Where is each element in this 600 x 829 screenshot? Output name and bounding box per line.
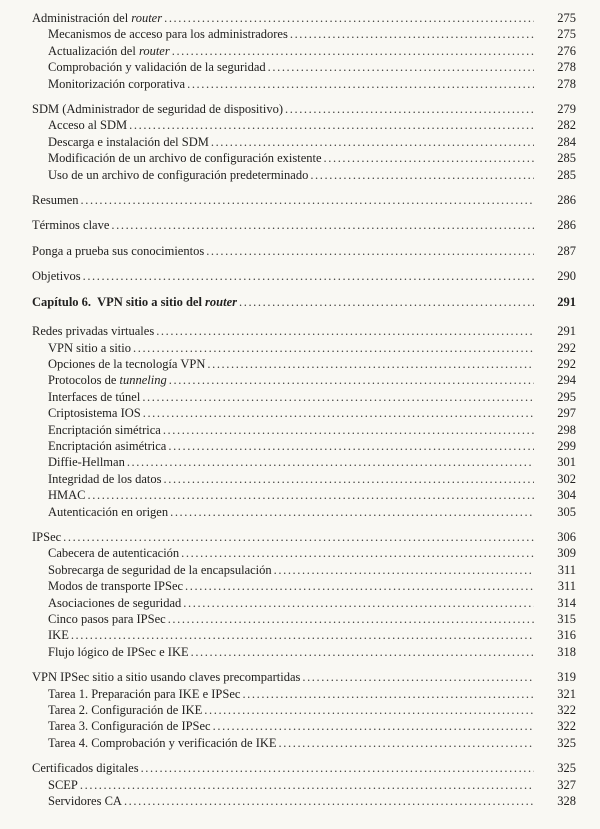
toc-entry-page: 297 xyxy=(557,406,576,421)
toc-entry xyxy=(30,10,576,26)
toc-entry-label: Objetivos xyxy=(32,269,81,284)
dot-leader xyxy=(189,644,534,660)
toc-entry-page: 286 xyxy=(557,193,576,208)
toc-entry xyxy=(30,777,576,793)
toc-entry xyxy=(30,644,576,660)
toc-entry-label: Redes privadas virtuales xyxy=(32,324,155,339)
toc-entry-page: 311 xyxy=(557,579,576,594)
dot-leader xyxy=(122,793,534,809)
toc-entry xyxy=(30,595,576,611)
toc-entry-label: Ponga a prueba sus conocimientos xyxy=(32,243,205,258)
toc-entry xyxy=(30,217,576,233)
toc-entry xyxy=(30,59,576,75)
dot-leader xyxy=(109,217,534,233)
dot-leader xyxy=(179,545,534,561)
toc-entry-page: 275 xyxy=(557,27,576,42)
toc-entry-page: 286 xyxy=(557,218,576,233)
toc-entry-page: 278 xyxy=(557,60,576,75)
toc-entry xyxy=(30,340,576,356)
dot-leader xyxy=(322,150,534,166)
dot-leader xyxy=(162,10,534,26)
toc-entry-page: 291 xyxy=(557,294,576,309)
dot-leader xyxy=(81,268,534,284)
toc-section xyxy=(30,268,576,284)
toc-entry xyxy=(30,686,576,702)
dot-leader xyxy=(161,422,534,438)
toc-entry-page: 284 xyxy=(557,134,576,149)
toc-entry xyxy=(30,167,576,183)
toc-entry-page: 276 xyxy=(557,43,576,58)
toc-entry xyxy=(30,150,576,166)
dot-leader xyxy=(240,686,534,702)
toc-entry-label: IPSec xyxy=(32,529,62,544)
dot-leader xyxy=(181,595,534,611)
toc-entry-label: Autenticación en origen xyxy=(48,504,169,519)
toc-entry-label: Encriptación simétrica xyxy=(48,422,161,437)
dot-leader xyxy=(204,243,534,259)
toc-entry-page: 315 xyxy=(557,612,576,626)
toc-entry-label: Diffie-Hellman xyxy=(48,455,125,470)
toc-entry xyxy=(30,101,576,117)
toc-entry xyxy=(30,529,576,545)
dot-leader xyxy=(211,718,534,734)
dot-leader xyxy=(154,323,534,339)
toc-entry-label: Modos de transporte IPSec xyxy=(48,579,184,594)
toc-entry-label: Opciones de la tecnología VPN xyxy=(48,356,206,371)
dot-leader xyxy=(272,562,534,578)
dot-leader xyxy=(139,760,534,776)
dot-leader xyxy=(170,43,534,59)
toc-entry xyxy=(30,545,576,561)
toc-section xyxy=(30,217,576,233)
toc-entry xyxy=(30,702,576,718)
toc-entry-page: 287 xyxy=(557,243,576,258)
dot-leader xyxy=(69,627,534,643)
dot-leader xyxy=(266,59,534,75)
dot-leader xyxy=(162,471,534,487)
toc-section xyxy=(30,529,576,660)
toc-entry xyxy=(30,438,576,454)
dot-leader xyxy=(167,372,534,388)
toc-entry xyxy=(30,562,576,578)
toc-entry-page: 316 xyxy=(557,628,576,643)
toc-entry xyxy=(30,356,576,372)
toc-entry-page: 285 xyxy=(557,167,576,182)
toc-entry xyxy=(30,134,576,150)
toc-entry-page: 290 xyxy=(557,269,576,284)
toc-entry xyxy=(30,323,576,339)
dot-leader xyxy=(86,487,534,503)
dot-leader xyxy=(209,134,534,150)
toc-entry-page: 301 xyxy=(557,455,576,470)
dot-leader xyxy=(300,669,534,685)
toc-entry-label: Tarea 4. Comprobación y verificación de IKE xyxy=(48,735,277,750)
toc-entry xyxy=(30,487,576,503)
toc-entry-label: Mecanismos de acceso para los administradores xyxy=(48,27,288,42)
toc-entry-page: 305 xyxy=(557,504,576,519)
toc-entry-label: HMAC xyxy=(48,488,86,503)
dot-leader xyxy=(141,405,534,421)
toc-entry xyxy=(30,422,576,438)
toc-entry-page: 322 xyxy=(557,703,576,718)
toc-entry-label: Interfaces de túnel xyxy=(48,389,141,404)
toc-entry-page: 327 xyxy=(557,777,576,792)
dot-leader xyxy=(237,294,534,310)
toc-entry xyxy=(30,372,576,388)
toc-entry-label: Capítulo 6. VPN sitio a sitio del router xyxy=(32,294,237,309)
toc-entry xyxy=(30,627,576,643)
toc-entry xyxy=(30,243,576,259)
toc-entry xyxy=(30,669,576,685)
toc-entry-label: Comprobación y validación de la seguridad xyxy=(48,60,266,75)
toc-entry-label: Modificación de un archivo de configuración existente xyxy=(48,151,322,166)
toc-section xyxy=(30,669,576,751)
toc-entry-label: Tarea 3. Configuración de IPSec xyxy=(48,719,211,734)
toc-entry xyxy=(30,760,576,776)
toc-entry-page: 322 xyxy=(557,719,576,734)
dot-leader xyxy=(168,504,534,520)
toc-entry xyxy=(30,76,576,92)
toc-entry-label: Sobrecarga de seguridad de la encapsulación xyxy=(48,562,272,577)
toc-entry xyxy=(30,192,576,208)
toc-entry-page: 325 xyxy=(557,735,576,750)
toc xyxy=(30,10,576,809)
dot-leader xyxy=(166,611,534,627)
toc-entry-label: Integridad de los datos xyxy=(48,471,162,486)
dot-leader xyxy=(79,192,534,208)
toc-entry-label: VPN sitio a sitio xyxy=(48,340,131,355)
toc-entry-page: 325 xyxy=(557,761,576,776)
toc-entry-page: 309 xyxy=(557,546,576,561)
toc-entry-page: 318 xyxy=(557,644,576,659)
toc-entry-page: 285 xyxy=(557,151,576,166)
toc-entry-page: 294 xyxy=(557,373,576,388)
toc-entry-page: 328 xyxy=(557,794,576,809)
toc-entry-label: VPN IPSec sitio a sitio usando claves precompartidas xyxy=(32,670,301,685)
toc-entry-page: 321 xyxy=(557,686,576,701)
toc-entry-page: 278 xyxy=(557,76,576,91)
toc-entry-label: Actualización del router xyxy=(48,43,170,58)
toc-entry-label: Asociaciones de seguridad xyxy=(48,595,182,610)
toc-entry-label: Resumen xyxy=(32,193,79,208)
toc-entry xyxy=(30,578,576,594)
toc-entry xyxy=(30,117,576,133)
toc-entry-page: 298 xyxy=(557,422,576,437)
toc-entry-label: Administración del router xyxy=(32,11,163,25)
toc-entry-label: IKE xyxy=(48,628,69,643)
toc-entry-page: 292 xyxy=(557,340,576,355)
toc-section xyxy=(30,10,576,92)
toc-entry xyxy=(30,611,576,627)
toc-entry xyxy=(30,405,576,421)
dot-leader xyxy=(61,529,534,545)
toc-entry-label: Uso de un archivo de configuración predeterminado xyxy=(48,167,309,182)
dot-leader xyxy=(283,101,534,117)
dot-leader xyxy=(202,702,534,718)
toc-entry-label: Monitorización corporativa xyxy=(48,76,186,91)
toc-entry-label: Certificados digitales xyxy=(32,761,139,776)
dot-leader xyxy=(140,389,534,405)
toc-entry xyxy=(30,718,576,734)
toc-entry-page: 275 xyxy=(557,11,576,25)
toc-chapter-entry xyxy=(30,294,576,310)
dot-leader xyxy=(127,117,534,133)
dot-leader xyxy=(131,340,534,356)
toc-entry xyxy=(30,43,576,59)
dot-leader xyxy=(125,454,534,470)
toc-entry-page: 314 xyxy=(557,595,576,610)
toc-entry-label: Protocolos de tunneling xyxy=(48,373,167,388)
toc-entry xyxy=(30,26,576,42)
toc-entry-label: Flujo lógico de IPSec e IKE xyxy=(48,644,189,659)
toc-entry-page: 304 xyxy=(557,488,576,503)
dot-leader xyxy=(308,167,534,183)
toc-entry-label: Cinco pasos para IPSec xyxy=(48,612,166,626)
toc-entry-page: 295 xyxy=(557,389,576,404)
toc-entry-label: Descarga e instalación del SDM xyxy=(48,134,209,149)
toc-entry-label: SDM (Administrador de seguridad de dispositivo) xyxy=(32,102,284,117)
dot-leader xyxy=(277,735,534,751)
dot-leader xyxy=(183,578,534,594)
toc-entry-page: 282 xyxy=(557,118,576,133)
toc-chapter-section xyxy=(30,294,576,310)
toc-entry-page: 302 xyxy=(557,471,576,486)
toc-entry-page: 291 xyxy=(557,324,576,339)
toc-entry-page: 279 xyxy=(557,102,576,117)
toc-entry-page: 311 xyxy=(557,562,576,577)
toc-section xyxy=(30,243,576,259)
toc-entry-label: SCEP xyxy=(48,777,78,792)
toc-section xyxy=(30,192,576,208)
toc-entry xyxy=(30,735,576,751)
toc-entry-label: Cabecera de autenticación xyxy=(48,546,180,561)
toc-entry-label: Servidores CA xyxy=(48,794,122,809)
toc-entry xyxy=(30,471,576,487)
toc-entry xyxy=(30,793,576,809)
toc-entry xyxy=(30,454,576,470)
dot-leader xyxy=(166,438,534,454)
toc-entry xyxy=(30,268,576,284)
toc-entry-label: Criptosistema IOS xyxy=(48,406,141,421)
toc-entry-page: 292 xyxy=(557,356,576,371)
toc-entry xyxy=(30,389,576,405)
dot-leader xyxy=(205,356,534,372)
toc-entry-label: Encriptación asimétrica xyxy=(48,438,167,453)
toc-entry xyxy=(30,504,576,520)
toc-section xyxy=(30,323,576,520)
toc-entry-page: 306 xyxy=(557,529,576,544)
toc-entry-label: Tarea 1. Preparación para IKE e IPSec xyxy=(48,686,241,701)
toc-section xyxy=(30,101,576,183)
dot-leader xyxy=(288,26,534,42)
toc-entry-label: Acceso al SDM xyxy=(48,118,128,133)
toc-entry-label: Términos clave xyxy=(32,218,110,233)
toc-entry-page: 299 xyxy=(557,438,576,453)
toc-section xyxy=(30,760,576,809)
toc-entry-label: Tarea 2. Configuración de IKE xyxy=(48,703,203,718)
dot-leader xyxy=(78,777,534,793)
dot-leader xyxy=(185,76,534,92)
toc-entry-page: 319 xyxy=(557,670,576,685)
